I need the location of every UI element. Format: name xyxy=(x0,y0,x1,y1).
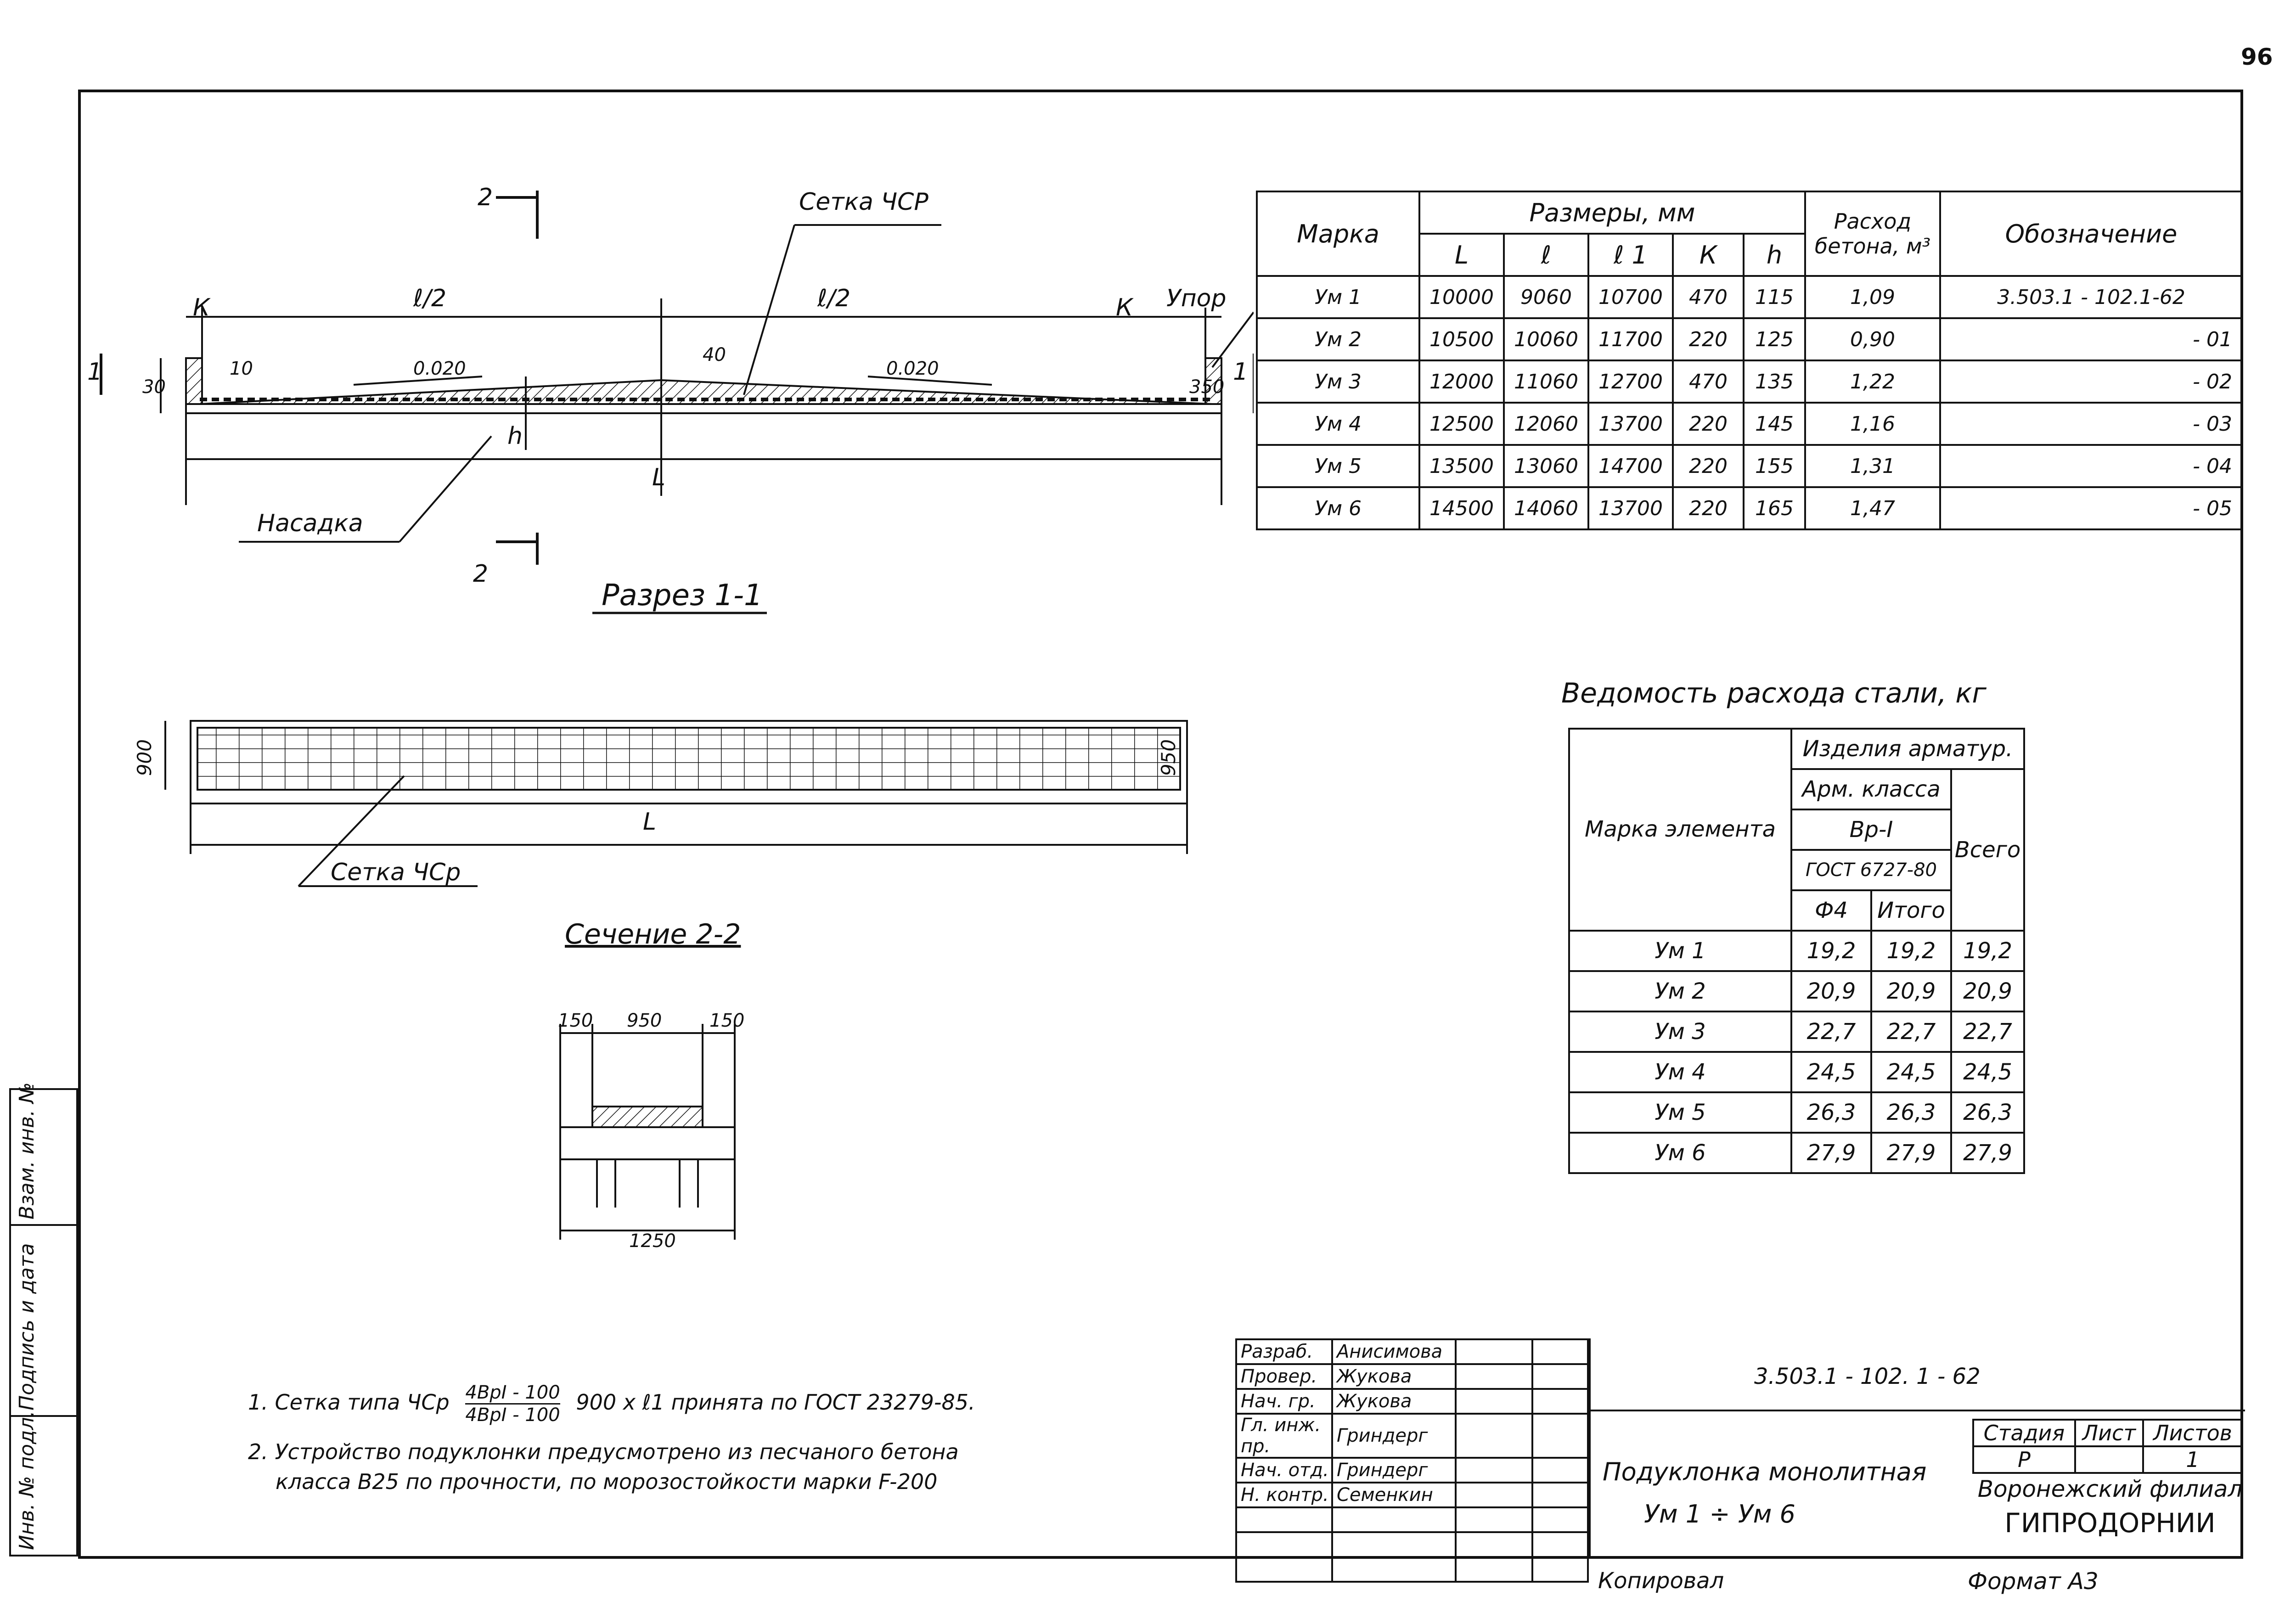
stamp-cell-date xyxy=(1532,1414,1588,1458)
steel-row xyxy=(1569,931,2024,971)
steel-cell-d4: 27,9 xyxy=(1791,1133,1871,1173)
dims-cell-des: - 03 xyxy=(1940,403,2242,445)
section-1-1-title: Разрез 1-1 xyxy=(602,579,763,612)
dims-cell-L: 12000 xyxy=(1419,360,1504,403)
dims-cell-vol: 0,90 xyxy=(1805,318,1940,360)
stamp-cell-name: Анисимова xyxy=(1332,1339,1456,1364)
slab-outline xyxy=(186,404,1221,413)
stage-table xyxy=(1972,1419,2243,1474)
dims-cell-l: 13060 xyxy=(1504,445,1588,487)
plan-dim-950-label: 950 xyxy=(1157,739,1180,776)
stamp-cell-name: Семенкин xyxy=(1332,1483,1456,1507)
stamp-cell-sig xyxy=(1456,1414,1532,1458)
length-label-1: L xyxy=(652,464,665,491)
dim-350-label: 350 xyxy=(1189,376,1225,398)
stamp-cell-role: Провер. xyxy=(1236,1364,1332,1389)
col-element-mark: Марка элемента xyxy=(1569,729,1791,931)
note-2-line-1: 2. Устройство подуклонки предусмотрено из песчаного бетона xyxy=(248,1439,959,1464)
stamp-cell-date xyxy=(1532,1389,1588,1414)
dim-10-label: 10 xyxy=(230,358,253,379)
sheets-label: Листов xyxy=(2143,1420,2242,1446)
dims-row xyxy=(1257,403,2242,445)
dims-cell-des: 3.503.1 - 102.1-62 xyxy=(1940,276,2242,318)
col-designation-header: Обозначение xyxy=(1940,191,2242,276)
dims-cell-h: 125 xyxy=(1744,318,1805,360)
dims-cell-k: 470 xyxy=(1673,360,1744,403)
stamp-cell-role: Гл. инж. пр. xyxy=(1236,1414,1332,1458)
dims-cell-des: - 01 xyxy=(1940,318,2242,360)
stage-label: Стадия xyxy=(1973,1420,2075,1446)
col-sizes-header: Размеры, мм xyxy=(1419,191,1805,234)
cut-right-label: 1 xyxy=(1233,358,1249,386)
col-mark-header: Марка xyxy=(1257,191,1419,276)
stamp-empty-cell xyxy=(1456,1507,1532,1532)
dims-cell-L: 10500 xyxy=(1419,318,1504,360)
steel-cell-total: 20,9 xyxy=(1951,971,2024,1011)
mesh-label-top: Сетка ЧСР xyxy=(799,188,929,216)
dims-cell-l1: 10700 xyxy=(1588,276,1673,318)
section-mark-bottom: 2 xyxy=(473,560,489,588)
steel-cell-subtotal: 22,7 xyxy=(1871,1011,1951,1052)
dims-cell-mark: Ум 3 xyxy=(1257,360,1419,403)
plan-view-drawing xyxy=(147,707,1203,900)
stamp-empty-cell xyxy=(1532,1557,1588,1582)
dims-cell-l: 14060 xyxy=(1504,487,1588,529)
organization-line-2: ГИПРОДОРНИИ xyxy=(2004,1507,2216,1539)
steel-cell-subtotal: 27,9 xyxy=(1871,1133,1951,1173)
dims-cell-l: 12060 xyxy=(1504,403,1588,445)
stamp-empty-cell xyxy=(1332,1532,1456,1557)
dims-cell-vol: 1,22 xyxy=(1805,360,1940,403)
side-inv-orig: Инв. № подл. xyxy=(15,1410,39,1550)
col-l1: ℓ 1 xyxy=(1588,234,1673,276)
dim-40-label: 40 xyxy=(703,344,726,365)
page-number: 96 xyxy=(2241,44,2273,70)
dims-row xyxy=(1257,276,2242,318)
cs-slope xyxy=(592,1107,703,1127)
stamp-empty-row xyxy=(1236,1557,1588,1582)
leader-mesh xyxy=(744,225,794,395)
steel-table xyxy=(1568,728,2025,1174)
dims-cell-mark: Ум 1 xyxy=(1257,276,1419,318)
side-inv-replace: Взам. инв. № xyxy=(15,1082,39,1219)
stamp-cell-role: Нач. гр. xyxy=(1236,1389,1332,1414)
dims-row xyxy=(1257,487,2242,529)
dims-cell-l1: 14700 xyxy=(1588,445,1673,487)
dims-cell-L: 12500 xyxy=(1419,403,1504,445)
dims-cell-mark: Ум 5 xyxy=(1257,445,1419,487)
col-total: Всего xyxy=(1951,769,2024,931)
steel-cell-subtotal: 24,5 xyxy=(1871,1052,1951,1092)
section-2-2-title: Сечение 2-2 xyxy=(565,918,741,950)
note-1 xyxy=(248,1382,975,1426)
sheets-value: 1 xyxy=(2143,1446,2242,1473)
stamp-empty-cell xyxy=(1332,1557,1456,1582)
steel-cell-d4: 24,5 xyxy=(1791,1052,1871,1092)
stamp-cell-date xyxy=(1532,1364,1588,1389)
organization xyxy=(1977,1474,2243,1541)
col-l: ℓ xyxy=(1504,234,1588,276)
steel-cell-subtotal: 19,2 xyxy=(1871,931,1951,971)
dims-row xyxy=(1257,318,2242,360)
head-label: Насадка xyxy=(257,510,363,537)
left-sidebar-stamp xyxy=(9,1082,78,1556)
plan-mesh-label: Сетка ЧСр xyxy=(331,859,461,886)
dims-cell-h: 135 xyxy=(1744,360,1805,403)
steel-cell-mark: Ум 5 xyxy=(1569,1092,1791,1133)
note-1-start: 1. Сетка типа ЧСр xyxy=(248,1390,450,1415)
steel-row xyxy=(1569,1011,2024,1052)
steel-cell-total: 19,2 xyxy=(1951,931,2024,971)
steel-row xyxy=(1569,1133,2024,1173)
copied-label: Копировал xyxy=(1598,1568,1724,1594)
steel-cell-d4: 19,2 xyxy=(1791,931,1871,971)
col-bp: Вр-I xyxy=(1791,809,1951,850)
k-left: К xyxy=(193,294,210,321)
dims-cell-l: 10060 xyxy=(1504,318,1588,360)
leader-head xyxy=(400,436,491,542)
col-k: К xyxy=(1673,234,1744,276)
dims-cell-mark: Ум 6 xyxy=(1257,487,1419,529)
dims-cell-vol: 1,09 xyxy=(1805,276,1940,318)
col-gost: ГОСТ 6727-80 xyxy=(1791,850,1951,890)
stamp-empty-row xyxy=(1236,1507,1588,1532)
stamp-empty-cell xyxy=(1456,1532,1532,1557)
stop-label: Упор xyxy=(1166,285,1227,312)
note-1-numerator: 4ВрI - 100 xyxy=(465,1382,560,1405)
stamp-empty-cell xyxy=(1236,1557,1332,1582)
dims-cell-k: 220 xyxy=(1673,445,1744,487)
dims-cell-L: 13500 xyxy=(1419,445,1504,487)
plan-dim-900-label: 900 xyxy=(133,739,156,776)
stamp-empty-cell xyxy=(1236,1507,1332,1532)
stamp-cell-name: Гриндерг xyxy=(1332,1458,1456,1483)
note-2-line-2: класса В25 по прочности, по морозостойкости марки F-200 xyxy=(276,1469,938,1494)
dims-cell-h: 165 xyxy=(1744,487,1805,529)
dims-cell-h: 145 xyxy=(1744,403,1805,445)
cs-dim-1250: 1250 xyxy=(629,1231,676,1252)
dims-cell-l1: 11700 xyxy=(1588,318,1673,360)
dims-row xyxy=(1257,445,2242,487)
stamp-row xyxy=(1236,1389,1588,1414)
sheet-label: Лист xyxy=(2075,1420,2143,1446)
stamp-cell-role: Разраб. xyxy=(1236,1339,1332,1364)
cs-dim-150-left: 150 xyxy=(558,1010,593,1031)
dim-30-label: 30 xyxy=(142,376,166,398)
steel-cell-subtotal: 26,3 xyxy=(1871,1092,1951,1133)
dims-cell-vol: 1,31 xyxy=(1805,445,1940,487)
stamp-cell-date xyxy=(1532,1483,1588,1507)
col-class: Арм. класса xyxy=(1791,769,1951,809)
half-span-right: ℓ/2 xyxy=(817,285,851,312)
stamp-cell-sig xyxy=(1456,1483,1532,1507)
object-name-line-2: Ум 1 ÷ Ум 6 xyxy=(1644,1499,1795,1528)
stamp-row xyxy=(1236,1458,1588,1483)
steel-cell-mark: Ум 3 xyxy=(1569,1011,1791,1052)
steel-table-title: Ведомость расхода стали, кг xyxy=(1561,677,1986,709)
steel-cell-total: 26,3 xyxy=(1951,1092,2024,1133)
col-concrete-header: Расход бетона, м³ xyxy=(1805,191,1940,276)
stamp-row xyxy=(1236,1364,1588,1389)
stamp-cell-sig xyxy=(1456,1389,1532,1414)
col-products: Изделия арматур. xyxy=(1791,729,2024,769)
length-label-2: L xyxy=(643,808,656,836)
stamp-cell-role: Нач. отд. xyxy=(1236,1458,1332,1483)
steel-cell-subtotal: 20,9 xyxy=(1871,971,1951,1011)
drawing-code: 3.503.1 - 102. 1 - 62 xyxy=(1754,1364,1981,1389)
stamp-empty-cell xyxy=(1532,1532,1588,1557)
steel-cell-total: 24,5 xyxy=(1951,1052,2024,1092)
dims-cell-des: - 05 xyxy=(1940,487,2242,529)
dims-cell-k: 220 xyxy=(1673,318,1744,360)
dims-cell-mark: Ум 4 xyxy=(1257,403,1419,445)
h-label: h xyxy=(507,422,523,450)
organization-line-1: Воронежский филиал xyxy=(1977,1476,2243,1502)
section-2-2-drawing xyxy=(542,1010,771,1267)
stamp-empty-cell xyxy=(1332,1507,1456,1532)
steel-cell-d4: 22,7 xyxy=(1791,1011,1871,1052)
stamp-row xyxy=(1236,1414,1588,1458)
stamp-cell-name: Жукова xyxy=(1332,1389,1456,1414)
dims-cell-vol: 1,47 xyxy=(1805,487,1940,529)
section-1-1-drawing xyxy=(78,174,1254,634)
stamp-cell-date xyxy=(1532,1339,1588,1364)
steel-row xyxy=(1569,971,2024,1011)
stamp-cell-date xyxy=(1532,1458,1588,1483)
dimensions-table xyxy=(1256,191,2243,530)
object-name-line-1: Подуклонка монолитная xyxy=(1603,1457,1927,1486)
steel-cell-d4: 26,3 xyxy=(1791,1092,1871,1133)
steel-cell-total: 27,9 xyxy=(1951,1133,2024,1173)
dims-cell-mark: Ум 2 xyxy=(1257,318,1419,360)
steel-row xyxy=(1569,1092,2024,1133)
col-h: h xyxy=(1744,234,1805,276)
k-right: К xyxy=(1116,294,1133,321)
cs-beam xyxy=(560,1127,735,1159)
plan-mesh xyxy=(197,728,1180,790)
cs-dim-950: 950 xyxy=(627,1010,662,1031)
dims-cell-vol: 1,16 xyxy=(1805,403,1940,445)
object-name xyxy=(1603,1451,1926,1535)
stamp-empty-cell xyxy=(1236,1532,1332,1557)
dims-cell-L: 14500 xyxy=(1419,487,1504,529)
stamp-cell-sig xyxy=(1456,1458,1532,1483)
stamp-cell-sig xyxy=(1456,1339,1532,1364)
note-1-fraction xyxy=(465,1382,560,1426)
dims-cell-k: 470 xyxy=(1673,276,1744,318)
stamp-table xyxy=(1235,1338,1589,1583)
stop-left xyxy=(186,358,202,404)
note-1-denominator: 4ВрI - 100 xyxy=(465,1405,560,1426)
note-1-end: 900 x ℓ1 принята по ГОСТ 23279-85. xyxy=(576,1390,975,1415)
steel-cell-mark: Ум 2 xyxy=(1569,971,1791,1011)
dims-row xyxy=(1257,360,2242,403)
section-mark-top: 2 xyxy=(478,184,493,211)
dims-cell-L: 10000 xyxy=(1419,276,1504,318)
steel-cell-mark: Ум 1 xyxy=(1569,931,1791,971)
dims-cell-h: 115 xyxy=(1744,276,1805,318)
stamp-cell-sig xyxy=(1456,1364,1532,1389)
dims-cell-k: 220 xyxy=(1673,403,1744,445)
dims-cell-l1: 13700 xyxy=(1588,403,1673,445)
slope-right-label: 0.020 xyxy=(886,358,939,379)
steel-cell-total: 22,7 xyxy=(1951,1011,2024,1052)
dims-cell-des: - 02 xyxy=(1940,360,2242,403)
stage-value: Р xyxy=(1973,1446,2075,1473)
steel-cell-mark: Ум 4 xyxy=(1569,1052,1791,1092)
col-subtotal: Итого xyxy=(1871,890,1951,931)
steel-row xyxy=(1569,1052,2024,1092)
stamp-cell-name: Гриндерг xyxy=(1332,1414,1456,1458)
cs-dim-150-right: 150 xyxy=(709,1010,745,1031)
side-sign-date: Подпись и дата xyxy=(15,1243,39,1410)
stamp-empty-row xyxy=(1236,1532,1588,1557)
steel-cell-mark: Ум 6 xyxy=(1569,1133,1791,1173)
cut-left-label: 1 xyxy=(87,358,103,386)
half-span-left: ℓ/2 xyxy=(413,285,447,312)
dims-cell-l: 9060 xyxy=(1504,276,1588,318)
stamp-row xyxy=(1236,1339,1588,1364)
side-cell-inv-replace xyxy=(9,1082,78,1226)
slope-left-label: 0.020 xyxy=(413,358,466,379)
stamp-empty-cell xyxy=(1456,1557,1532,1582)
dims-cell-des: - 04 xyxy=(1940,445,2242,487)
dims-cell-h: 155 xyxy=(1744,445,1805,487)
format-label: Формат А3 xyxy=(1968,1568,2099,1595)
dims-cell-l: 11060 xyxy=(1504,360,1588,403)
dims-cell-l1: 13700 xyxy=(1588,487,1673,529)
side-cell-sign-date xyxy=(9,1224,78,1417)
dims-cell-l1: 12700 xyxy=(1588,360,1673,403)
steel-cell-d4: 20,9 xyxy=(1791,971,1871,1011)
col-L: L xyxy=(1419,234,1504,276)
side-cell-inv-orig xyxy=(9,1410,78,1556)
stamp-cell-role: Н. контр. xyxy=(1236,1483,1332,1507)
stamp-cell-name: Жукова xyxy=(1332,1364,1456,1389)
col-d4: Ф4 xyxy=(1791,890,1871,931)
stamp-row xyxy=(1236,1483,1588,1507)
sheet-value xyxy=(2075,1446,2143,1473)
dims-cell-k: 220 xyxy=(1673,487,1744,529)
stamp-empty-cell xyxy=(1532,1507,1588,1532)
